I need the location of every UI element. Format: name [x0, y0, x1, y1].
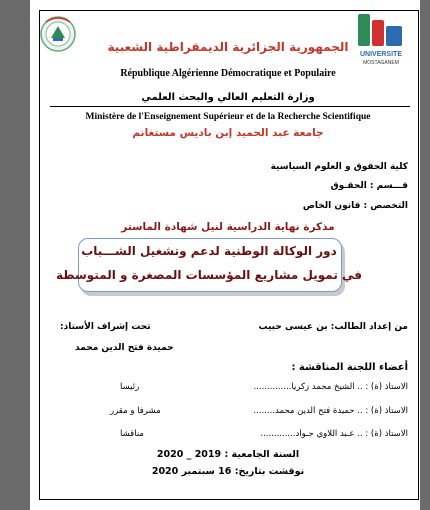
- ministry-arabic: وزارة التعليم العالي والبحث العلمي: [141, 92, 315, 103]
- department-line: قـــسم : الحقـوق: [330, 181, 408, 191]
- supervisor-name: حميدة فتح الدين محمد: [75, 343, 174, 353]
- committee-member-3: الاستاذ (ة) : .. عـبد اللاوي جـواد.............: [260, 429, 408, 439]
- document-page: [30, 0, 420, 510]
- committee-heading: أعضاء اللجنة المناقشة :: [291, 362, 408, 373]
- thesis-type: مذكرة نهاية الدراسية لنيل شهادة الماستر: [121, 221, 335, 233]
- republic-french: République Algérienne Démocratique et Populaire: [120, 68, 336, 79]
- student-line: من إعداد الطالب: بن عيسى حبيب: [258, 322, 408, 332]
- logo-caption: UNIVERSITE: [359, 51, 403, 58]
- university-arabic: جامعة عبد الحميد إبن باديس مستغانم: [132, 127, 324, 139]
- supervisor-label: تحت إشراف الأستاذ:: [60, 322, 151, 332]
- thesis-title-line-2: في تمويل مشاريع المؤسسات المصغرة و المتوسطة: [56, 268, 362, 282]
- ministry-french: Ministère de l'Enseignement Supérieur et de la Recherche Scientifique: [85, 112, 371, 122]
- faculty-line: كلية الحقوق و العلوم السياسية: [270, 162, 408, 172]
- specialty-line: التخصص : قانون الخاص: [302, 201, 408, 211]
- committee-role-1: رئيسا: [120, 382, 140, 392]
- academic-year: السنة الجامعية : 2019 _ 2020: [156, 449, 300, 460]
- defense-date: نوقشت بتاريخ: 16 سبتمبر 2020: [151, 466, 305, 477]
- committee-role-2: مشرفا و مقرر: [110, 406, 161, 416]
- header-rule: [50, 106, 410, 107]
- logo-caption-2: MOSTAGANEM: [363, 60, 399, 66]
- university-logo: [352, 10, 410, 70]
- thesis-title-line-1: دور الوكالة الوطنية لدعم وتشغيل الشـــباب: [81, 244, 337, 258]
- committee-member-2: الاستاذ (ة) : .. حميدة فتح الدين محمد........: [253, 406, 408, 416]
- republic-arabic: الجمهورية الجزائرية الديمقراطية الشعبية: [107, 40, 349, 54]
- committee-member-1: الاستاذ (ة) : .. الشيخ محمد زكريا..............: [253, 382, 408, 392]
- committee-role-3: مناقشا: [120, 429, 144, 439]
- university-seal-logo: [38, 12, 78, 56]
